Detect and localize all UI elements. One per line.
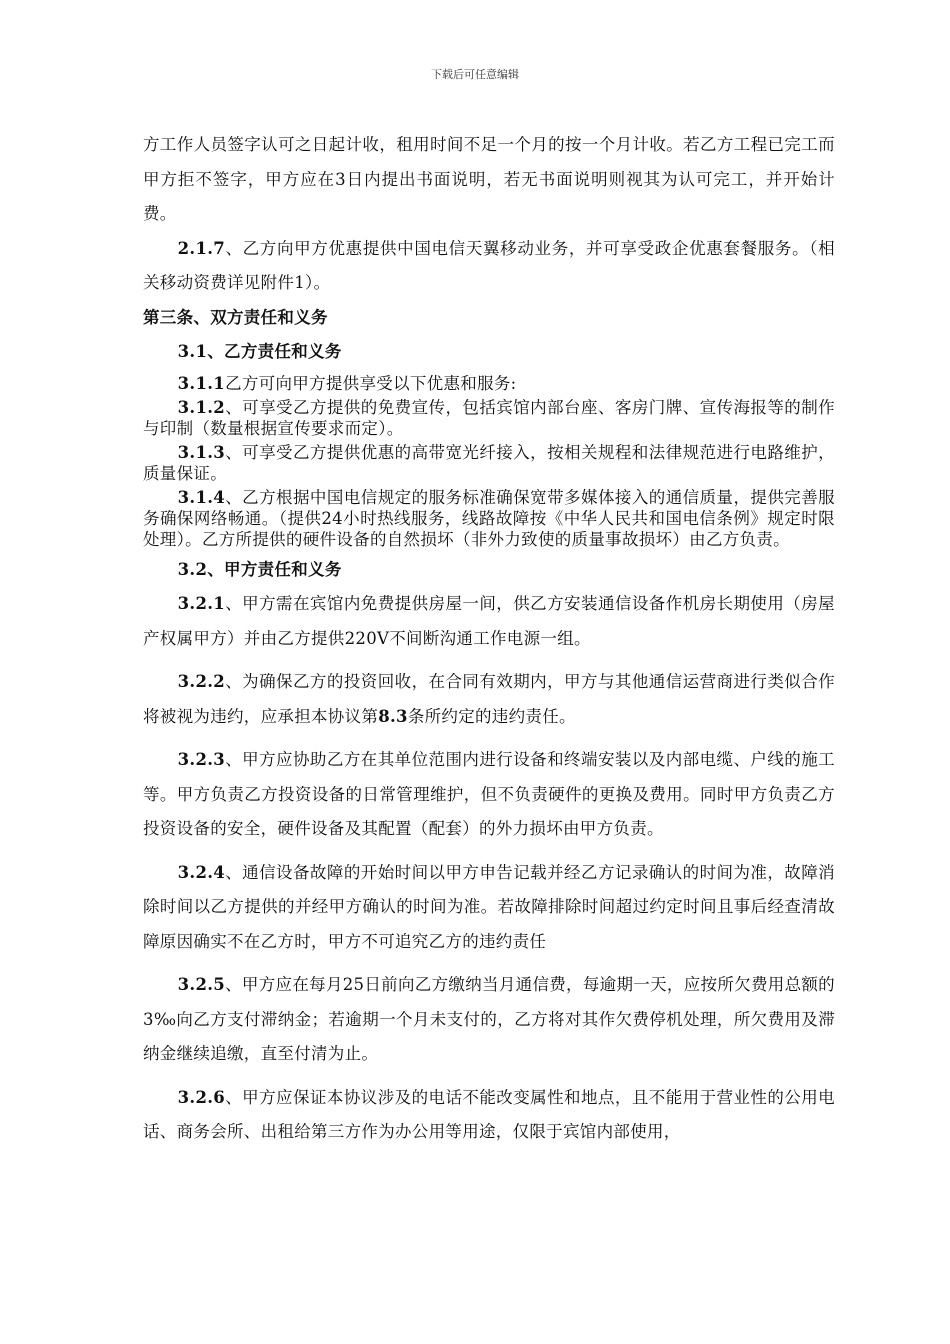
section-title: 、乙方责任和义务	[207, 342, 342, 361]
section-number: 3.2	[177, 559, 208, 579]
clause-text: 、甲方应在每月25日前向乙方缴纳当月通信费，每逾期一天，应按所欠费用总额的3‰向乙方支付滞纳金；若逾期一个月未支付的，乙方将对其作欠费停机处理，所欠费用及滞纳金继续追缴，直至付清为止。	[143, 975, 835, 1063]
clause-text: 、乙方向甲方优惠提供中国电信天翼移动业务，并可享受政企优惠套餐服务。（相关移动资费详见附件1）。	[143, 238, 835, 292]
clause-text: 、可享受乙方提供的免费宣传，包括宾馆内部台座、客房门牌、宣传海报等的制作与印制（数量根据宣传要求而定）。	[143, 397, 835, 438]
heading-text: 第三条、双方责任和义务	[143, 307, 328, 327]
referenced-clause-number: 8.3	[378, 706, 408, 726]
clause-number: 3.2.1	[177, 594, 226, 613]
clause-3-1-2	[143, 397, 835, 439]
clause-text: 、甲方应保证本协议涉及的电话不能改变属性和地点，且不能用于营业性的公用电话、商务会所、出租给第三方作为办公用等用途，仅限于宾馆内部使用，	[143, 1087, 835, 1141]
clause-3-2-5	[143, 968, 835, 1072]
document-body	[143, 128, 835, 1150]
clause-3-2-6	[143, 1081, 835, 1150]
clause-3-1-3	[143, 442, 835, 484]
section-title: 、甲方责任和义务	[207, 559, 342, 579]
clause-text: 、为确保乙方的投资回收，在合同有效期内，甲方与其他通信运营商进行类似合作将被视为违约，应承担本协议第	[143, 672, 835, 726]
clause-text-end: 条所约定的违约责任。	[407, 706, 576, 726]
clause-number: 3.1.2	[177, 397, 226, 417]
clause-3-2-4	[143, 856, 835, 960]
clause-number: 3.1.1	[177, 373, 226, 393]
clause-text: 、甲方需在宾馆内免费提供房屋一间，供乙方安装通信设备作机房长期使用（房屋产权属甲方）并由乙方提供220V不间断沟通工作电源一组。	[143, 594, 835, 648]
clause-number: 3.1.3	[177, 442, 226, 462]
clause-number: 3.2.2	[177, 672, 226, 691]
section-3-2-heading	[143, 553, 835, 588]
paragraph-continuation	[143, 128, 835, 232]
clause-3-2-2	[143, 665, 835, 734]
clause-number: 3.2.5	[177, 975, 226, 994]
clause-number: 3.2.3	[177, 750, 226, 769]
clause-text: 乙方可向甲方提供享受以下优惠和服务:	[225, 373, 517, 393]
article-3-heading	[143, 301, 835, 336]
clause-3-1-4	[143, 487, 835, 550]
clause-number: 2.1.7	[177, 238, 226, 258]
page-header: 下载后可任意编辑	[431, 68, 519, 81]
clause-3-2-1	[143, 587, 835, 656]
clause-text: 、乙方根据中国电信规定的服务标准确保宽带多媒体接入的通信质量，提供完善服务确保网络畅通。（提供24小时热线服务，线路故障按《中华人民共和国电信条例》规定时限处理）。乙方所提供的硬件设备的自然损坏（非外力致使的质量事故损坏）由乙方负责。	[143, 487, 835, 549]
clause-number: 3.1.4	[177, 487, 226, 507]
clause-3-1-1	[143, 373, 835, 394]
clause-text: 、通信设备故障的开始时间以甲方申告记载并经乙方记录确认的时间为准，故障消除时间以乙方提供的并经甲方确认的时间为准。若故障排除时间超过约定时间且事后经查清故障原因确实不在乙方时，甲方不可追究乙方的违约责任	[143, 862, 835, 951]
section-3-1-heading	[143, 335, 835, 370]
clause-text: 、可享受乙方提供优惠的高带宽光纤接入，按相关规程和法律规范进行电路维护，质量保证。	[143, 442, 835, 483]
clause-2-1-7	[143, 232, 835, 301]
clause-text: 、甲方应协助乙方在其单位范围内进行设备和终端安装以及内部电缆、户线的施工等。甲方负责乙方投资设备的日常管理维护，但不负责硬件的更换及费用。同时甲方负责乙方投资设备的安全，硬件设备及其配置（配套）的外力损坏由甲方负责。	[143, 750, 835, 838]
clause-3-2-3	[143, 743, 835, 847]
paragraph-text: 方工作人员签字认可之日起计收，租用时间不足一个月的按一个月计收。若乙方工程已完工而甲方拒不签字，甲方应在3日内提出书面说明，若无书面说明则视其为认可完工，并开始计费。	[143, 135, 835, 223]
clause-number: 3.2.4	[177, 862, 226, 882]
section-number: 3.1	[177, 342, 208, 361]
clause-number: 3.2.6	[177, 1087, 226, 1107]
